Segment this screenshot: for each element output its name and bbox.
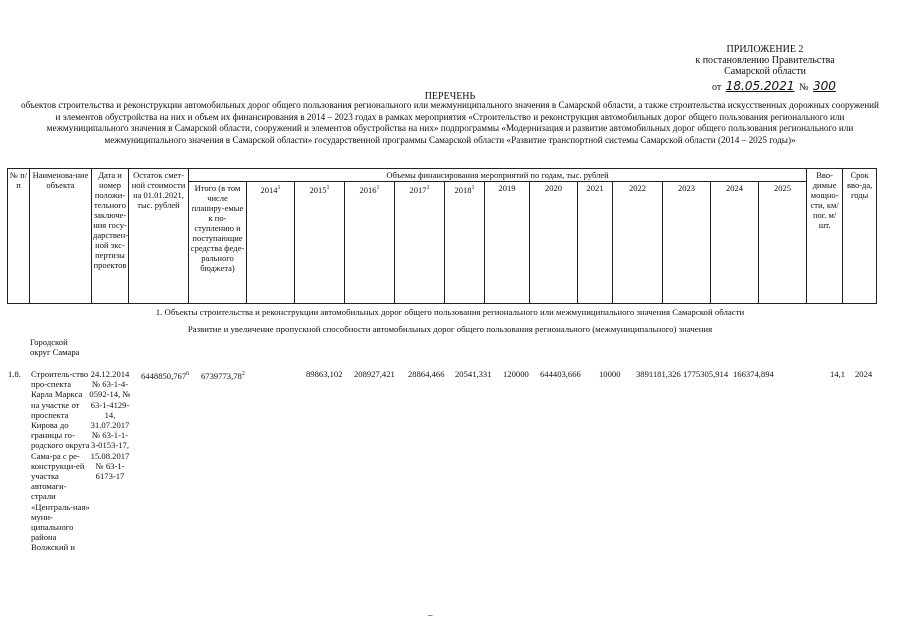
row-num: 1.8. <box>8 369 21 379</box>
header-capacity: Вво-димые мощно-сти, км/ пог. м/шт. <box>807 169 843 304</box>
header-year-2025: 2025 <box>759 182 807 304</box>
appendix-title: ПРИЛОЖЕНИЕ 2 <box>726 44 804 55</box>
row-value-2017: 28864,466 <box>408 369 445 379</box>
row-expertise: 24.12.2014 № 63-1-4-0592-14, № 63-1-4129-14, 31.07.2017 № 63-1-1-3-0153-17, 15.08.2017 № 63-1-6173-17 <box>89 369 131 482</box>
header-total: Итого (в том числе планиру-емые к по-ступлению и поступающие средства феде-рального бюджета) <box>189 182 247 304</box>
header-expertise: Дата и номер положи-тельного заключе-ния госу-дарствен-ной экс-пертизы проектов <box>92 169 129 304</box>
header-name: Наименова-ние объекта <box>30 169 92 304</box>
header-year-2019: 2019 <box>485 182 530 304</box>
number-label: № <box>798 82 809 93</box>
header-volumes: Объемы финансирования мероприятий по годам, тыс. рублей <box>189 169 807 182</box>
row-value-2020: 644403,666 <box>540 369 581 379</box>
section-heading: 1. Объекты строительства и реконструкции автомобильных дорог общего пользования регионального или межмуниципального значения Самарской области <box>155 307 745 317</box>
row-value-2021: 10000 <box>599 369 621 379</box>
header-year-2018: 2018$^1$ <box>445 182 485 304</box>
header-year-2022: 2022 <box>613 182 663 304</box>
row-object-name: Строитель-ство про-спекта Карла Маркса на участке от проспекта Кирова до границы го-родского округа Сама-ра с ре-конструкци-ей участка автомаги-страли «Централь-ная» муни-ципального района Волжский и <box>31 369 90 553</box>
row-value-2015: 89863,102 <box>306 369 343 379</box>
row-capacity: 14,1 <box>830 369 846 379</box>
page-footer-dash: – <box>428 610 433 620</box>
row-value-2016: 208927,421 <box>354 369 395 379</box>
header-year-2021: 2021 <box>578 182 613 304</box>
ot-label: от <box>712 82 722 93</box>
appendix-line1: к постановлению Правительства <box>695 55 835 66</box>
row-value-2023: 1775305,914 <box>683 369 729 379</box>
resolution-date: 18.05.2021 <box>725 79 795 93</box>
header-year-2020: 2020 <box>530 182 578 304</box>
row-value-2019: 120000 <box>503 369 529 379</box>
row-value-2024: 166374,894 <box>733 369 774 379</box>
header-year-2024: 2024 <box>711 182 759 304</box>
header-year-2014: 2014$^1$ <box>247 182 295 304</box>
header-year-2023: 2023 <box>663 182 711 304</box>
header-year-2015: 2015$^1$ <box>295 182 345 304</box>
row-term: 2024 <box>855 369 873 379</box>
document-label: ПЕРЕЧЕНЬ <box>424 91 476 102</box>
group-label: Городской округ Самара <box>30 337 80 358</box>
document-title: объектов строительства и реконструкции автомобильных дорог общего пользования регионального или межмуниципального значения в Самарской области, а также строительства искусственных дорожных сооружений и элементов обустройства на них и объем их финансирования в 2014 – 2023 годах в рамках мероприятия «Строительство и реконструкция автомобильных дорог общего пользования регионального или межмуниципального значения в Самарской области, сооружений и элементов обустройства на них» подпрограммы «Модернизация и развитие автомобильных дорог общего пользования регионального или межмуниципального значения в Самарской области» государственной программы Самарской области «Развитие транспортной системы Самарской области (2014 – 2025 годы)» <box>21 100 879 145</box>
row-value-2022: 3891181,326 <box>636 369 681 379</box>
row-rest-cost: 6448850,767$^6$ <box>141 370 190 381</box>
header-year-2016: 2016$^1$ <box>345 182 395 304</box>
resolution-number: 300 <box>813 79 836 93</box>
header-year-2017: 2017$^1$ <box>395 182 445 304</box>
appendix-line2: Самарской области <box>724 66 806 77</box>
row-value-2018: 20541,331 <box>455 369 492 379</box>
header-term: Срок вво-да, годы <box>843 169 877 304</box>
row-total: 6739773,78$^2$ <box>201 370 245 381</box>
appendix-block <box>640 44 890 77</box>
header-rest: Остаток смет-ной стоимости на 01.01.2021, тыс. рублей <box>129 169 189 304</box>
subsection-heading: Развитие и увеличение пропускной способности автомобильных дорог общего пользования регионального (межмуниципального) значения <box>187 324 713 334</box>
header-num: № п/п <box>8 169 30 304</box>
header-table <box>7 168 877 304</box>
